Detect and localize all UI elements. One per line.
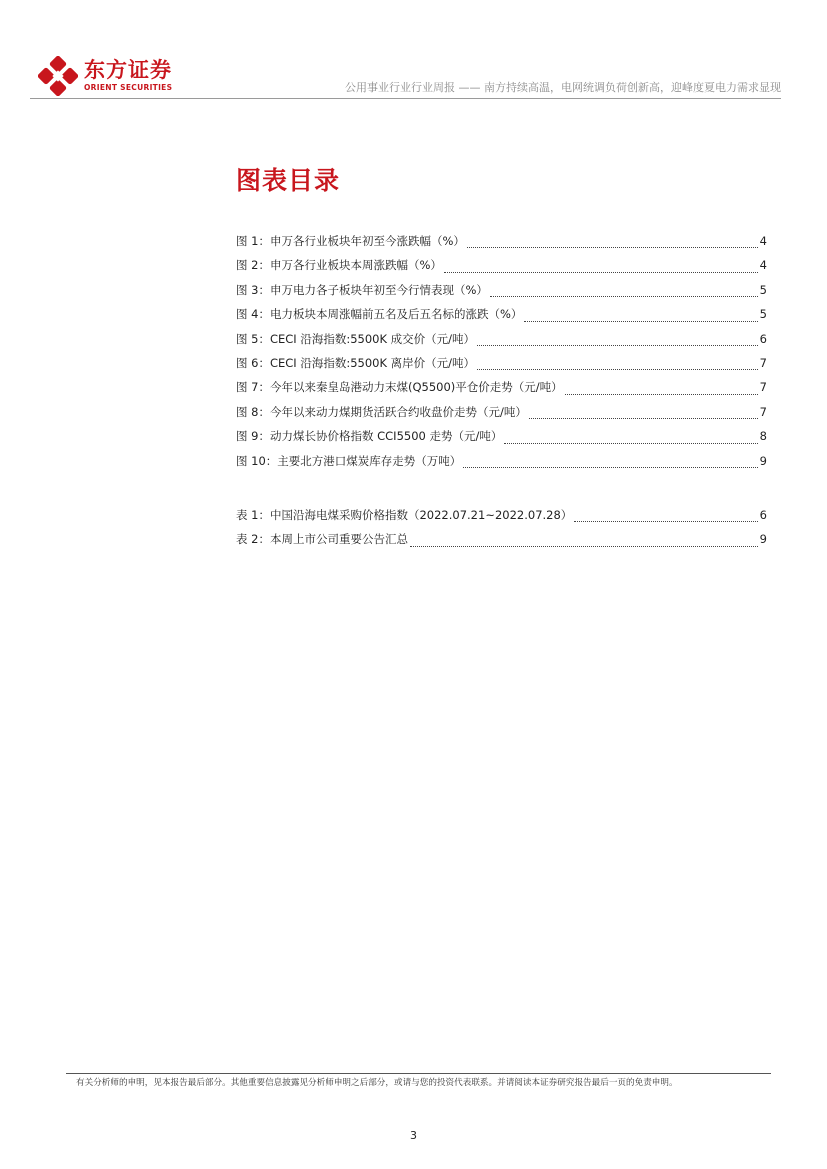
dot-leader: [477, 368, 758, 370]
toc-entry-table-1[interactable]: [236, 505, 767, 529]
disclaimer-text: 有关分析师的申明，见本报告最后部分。其他重要信息披露见分析师申明之后部分，或请与您的投资代表联系。并请阅读本证券研究报告最后一页的免责申明。: [76, 1078, 678, 1088]
table-list: [236, 505, 767, 554]
toc-entry-figure-4[interactable]: [236, 304, 767, 328]
dot-leader: [477, 344, 758, 346]
toc-entry-figure-7[interactable]: [236, 377, 767, 401]
toc-entry-table-2[interactable]: [236, 529, 767, 553]
toc-entry-label: 图 5：CECI 沿海指数:5500K 成交价（元/吨）: [236, 331, 476, 346]
brand-name-cn: 东方证券: [84, 58, 172, 82]
toc-entry-figure-9[interactable]: [236, 426, 767, 450]
dot-leader: [467, 246, 758, 248]
footer-divider: [66, 1073, 771, 1074]
header-divider: [30, 98, 781, 99]
toc-entry-page: 7: [759, 355, 767, 370]
toc-entry-figure-10[interactable]: [236, 451, 767, 475]
toc-entry-page: 6: [759, 508, 767, 522]
toc-entry-label: 表 1：中国沿海电煤采购价格指数（2022.07.21~2022.07.28）: [236, 508, 573, 522]
toc-entry-page: 9: [759, 532, 767, 547]
toc-entry-label: 图 7：今年以来秦皇岛港动力末煤(Q5500)平仓价走势（元/吨）: [236, 380, 563, 395]
toc-entry-label: 图 2：申万各行业板块本周涨跌幅（%）: [236, 258, 442, 273]
toc-entry-page: 8: [759, 429, 767, 444]
toc-entry-figure-1[interactable]: [236, 231, 767, 255]
toc-entry-figure-5[interactable]: [236, 329, 767, 353]
dot-leader: [410, 545, 758, 547]
dot-leader: [574, 520, 757, 522]
toc-entry-figure-2[interactable]: [236, 255, 767, 279]
toc-heading: 图表目录: [236, 166, 341, 195]
toc-entry-label: 图 4：电力板块本周涨幅前五名及后五名标的涨跌（%）: [236, 307, 523, 322]
dot-leader: [524, 320, 757, 322]
dot-leader: [444, 271, 758, 273]
toc-entry-page: 7: [759, 380, 767, 395]
brand-name-en: ORIENT SECURITIES: [84, 83, 173, 92]
page-number: 3: [410, 1129, 417, 1142]
dot-leader: [504, 442, 757, 444]
toc-entry-figure-6[interactable]: [236, 353, 767, 377]
toc-entry-label: 图 6：CECI 沿海指数:5500K 离岸价（元/吨）: [236, 355, 476, 370]
toc-entry-page: 9: [759, 453, 767, 468]
toc-entry-label: 图 10：主要北方港口煤炭库存走势（万吨）: [236, 453, 462, 468]
toc-entry-label: 图 1：申万各行业板块年初至今涨跌幅（%）: [236, 234, 465, 248]
toc-entry-label: 图 9：动力煤长协价格指数 CCI5500 走势（元/吨）: [236, 429, 503, 444]
dot-leader: [463, 466, 757, 468]
toc-entry-label: 表 2：本周上市公司重要公告汇总: [236, 532, 408, 547]
toc-entry-figure-3[interactable]: [236, 280, 767, 304]
figure-list: [236, 231, 767, 475]
report-title: 公用事业行业行业周报 —— 南方持续高温，电网统调负荷创新高，迎峰度夏电力需求显现: [345, 81, 781, 94]
dot-leader: [565, 393, 758, 395]
orient-securities-logo: [38, 56, 78, 96]
toc-entry-label: 图 8：今年以来动力煤期货活跃合约收盘价走势（元/吨）: [236, 404, 527, 419]
toc-entry-page: 5: [759, 307, 767, 322]
toc-entry-page: 4: [759, 258, 767, 273]
dot-leader: [529, 417, 758, 419]
toc-entry-page: 5: [759, 282, 767, 297]
toc-entry-page: 7: [759, 404, 767, 419]
toc-entry-figure-8[interactable]: [236, 402, 767, 426]
toc-entry-page: 6: [759, 331, 767, 346]
toc-entry-page: 4: [759, 234, 767, 248]
dot-leader: [490, 295, 758, 297]
toc-entry-label: 图 3：申万电力各子板块年初至今行情表现（%）: [236, 282, 488, 297]
